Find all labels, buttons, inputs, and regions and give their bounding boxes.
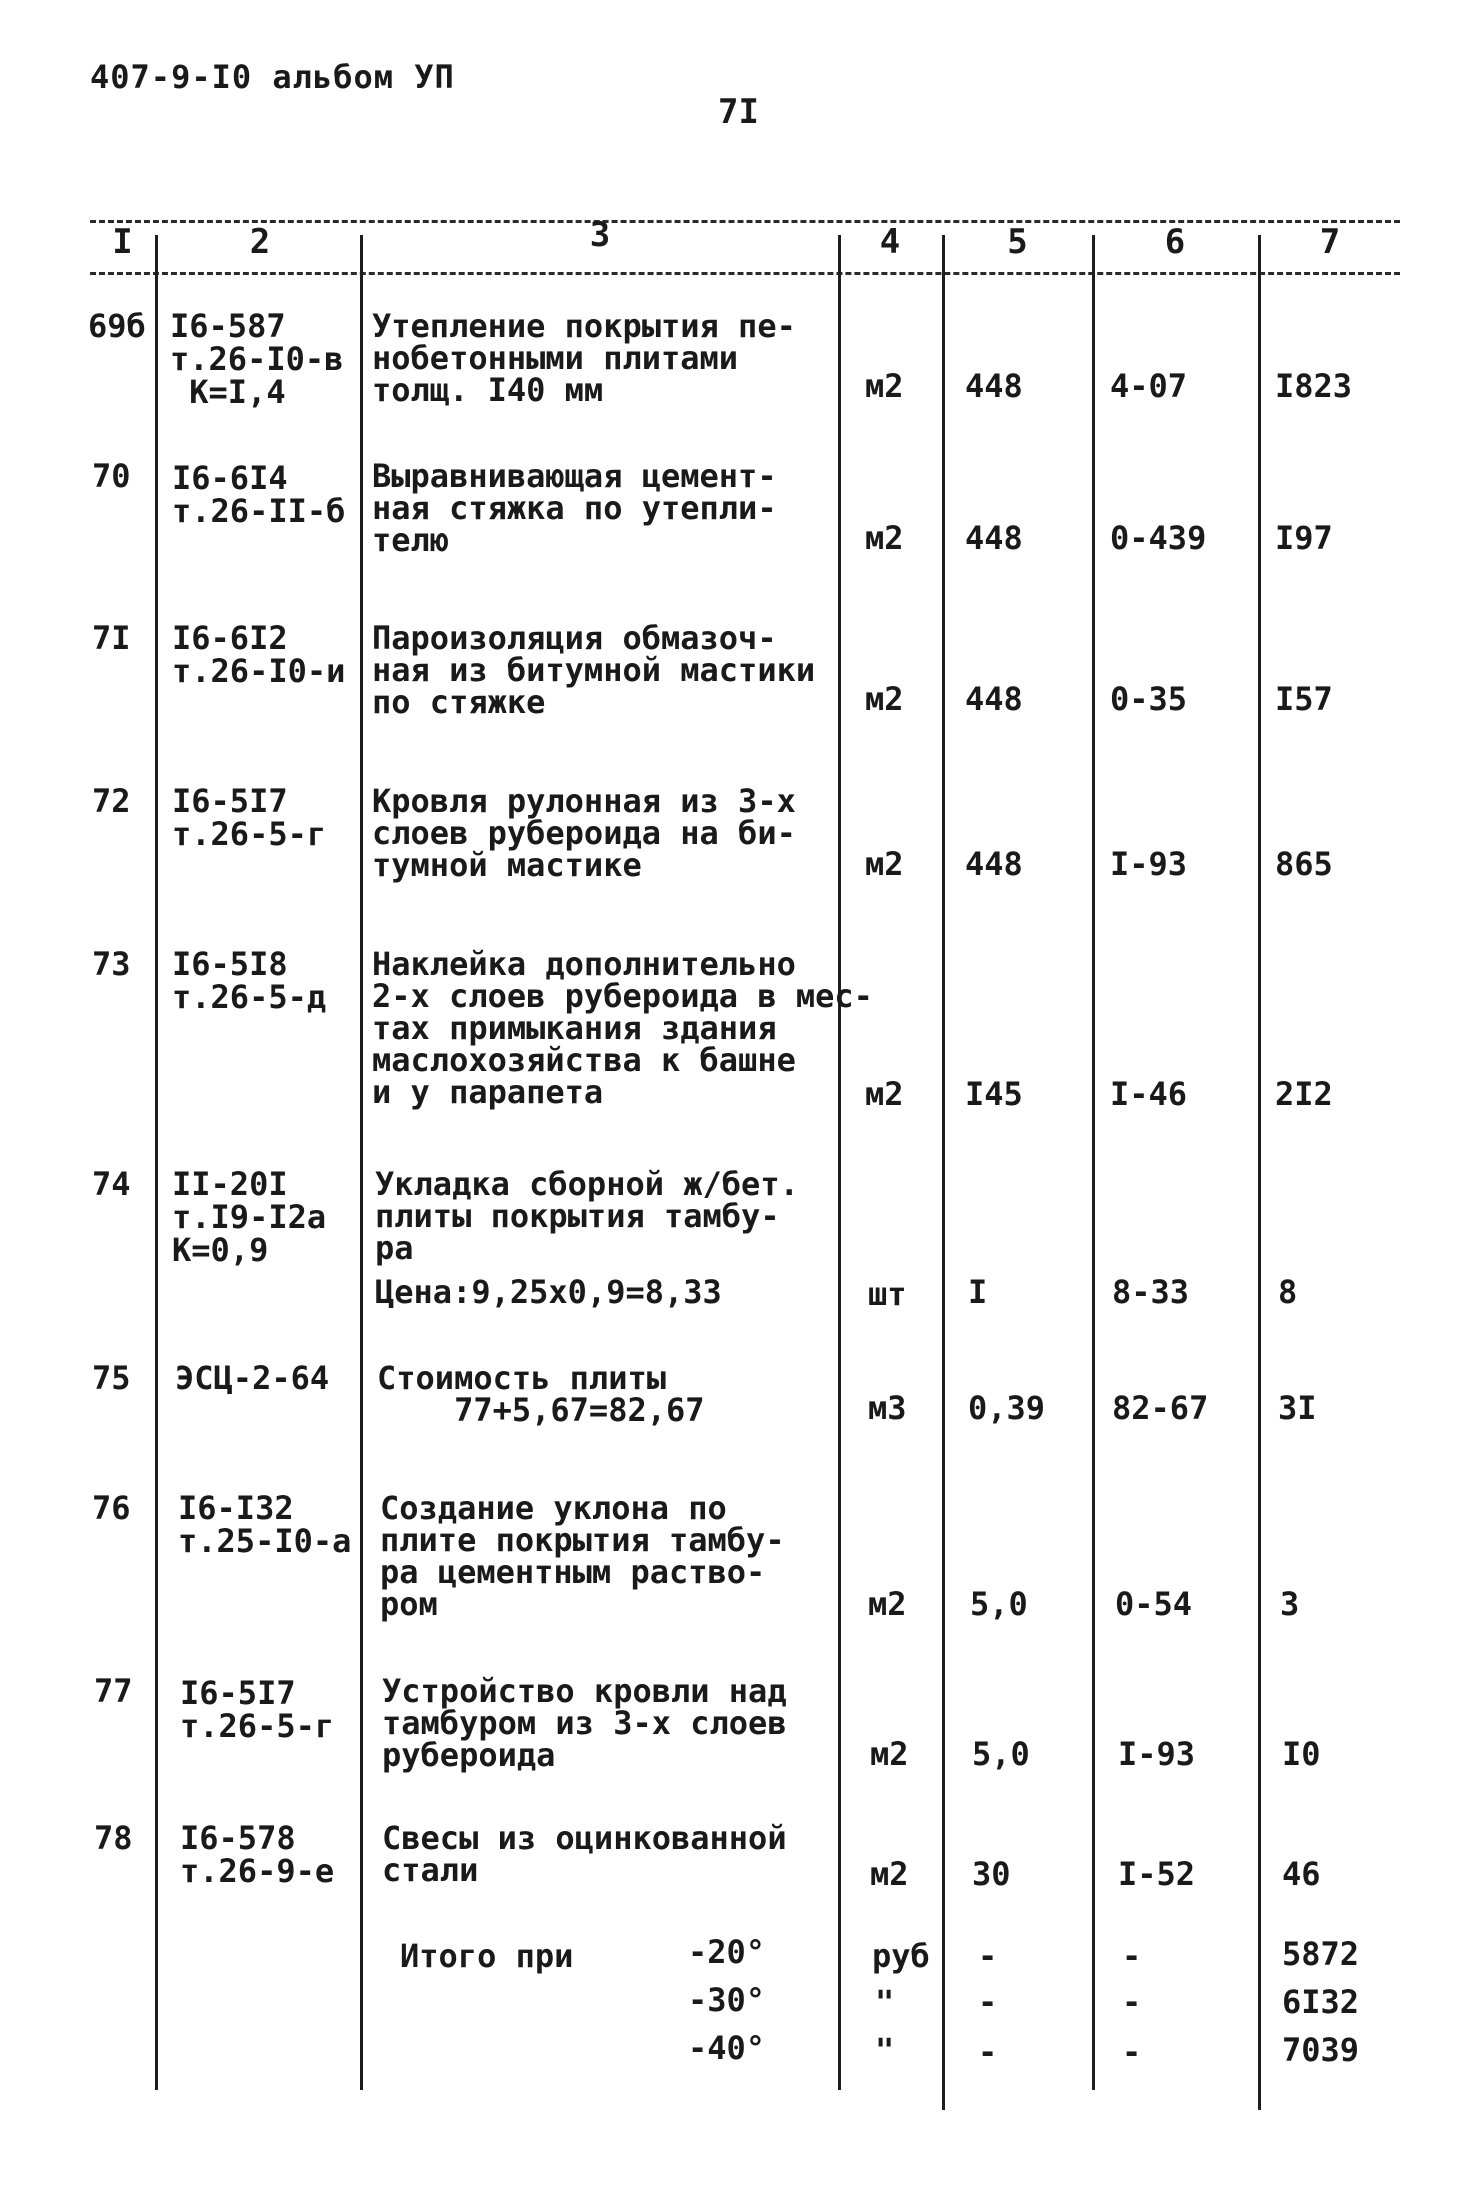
totals-unit-price: -: [1122, 1983, 1142, 2021]
unit-price: 0-35: [1110, 680, 1188, 718]
unit: м2: [865, 1075, 904, 1113]
unit-price: 82-67: [1112, 1389, 1209, 1427]
quantity: 448: [965, 367, 1023, 405]
totals-unit: руб: [872, 1937, 930, 1975]
unit-price: 0-439: [1110, 519, 1207, 557]
column-header-1: I: [112, 222, 133, 262]
quantity: 5,0: [970, 1585, 1028, 1623]
work-description: Кровля рулонная из 3-х слоев рубероида на би- тумной мастике: [372, 782, 796, 884]
row-number: 76: [92, 1489, 131, 1527]
unit: шт: [868, 1275, 907, 1313]
work-description: Утепление покрытия пе- нобетонными плитами толщ. I40 мм: [372, 307, 796, 409]
totals-quantity: -: [978, 1937, 998, 1975]
unit: м2: [870, 1855, 909, 1893]
totals-temperature: -20°: [688, 1933, 766, 1971]
document-code: 407-9-I0 альбом УП: [90, 58, 455, 96]
unit: м2: [865, 519, 904, 557]
price-calculation-note: Цена:9,25х0,9=8,33: [375, 1273, 722, 1311]
rate-code: I6-I32 т.25-I0-а: [178, 1489, 352, 1560]
unit: м2: [865, 367, 904, 405]
totals-label: Итого при: [400, 1937, 574, 1975]
work-description: Выравнивающая цемент- ная стяжка по утепли- телю: [372, 457, 777, 559]
quantity: I: [968, 1273, 988, 1311]
unit: м2: [865, 680, 904, 718]
rate-code: I6-6I2 т.26-I0-и: [172, 619, 346, 690]
quantity: 0,39: [968, 1389, 1046, 1427]
column-header-2: 2: [249, 222, 271, 262]
totals-cost: 7039: [1282, 2031, 1360, 2069]
row-number: 75: [92, 1359, 131, 1397]
row-number: 74: [92, 1165, 131, 1203]
unit-price: 4-07: [1110, 367, 1188, 405]
row-number: 70: [92, 457, 131, 495]
work-description: Стоимость плиты 77+5,67=82,67: [377, 1359, 705, 1429]
totals-unit: ": [875, 2031, 895, 2069]
column-header-5: 5: [1007, 222, 1028, 262]
totals-temperature: -30°: [688, 1981, 766, 2019]
row-number: 7I: [92, 619, 131, 657]
quantity: I45: [965, 1075, 1023, 1113]
row-number: 69б: [88, 307, 146, 345]
work-description: Наклейка дополнительно 2-х слоев рубероида в мес- тах примыкания здания маслохозяйства к башне и у парапета: [372, 945, 873, 1111]
totals-unit-price: -: [1122, 1937, 1142, 1975]
unit: м3: [868, 1389, 907, 1427]
column-divider-2: [360, 235, 363, 2090]
column-divider-6: [1258, 235, 1261, 2110]
rate-code: I6-5I7 т.26-5-г: [172, 782, 327, 853]
total-cost: I0: [1282, 1735, 1321, 1773]
total-cost: I57: [1275, 680, 1333, 718]
column-divider-1: [155, 235, 158, 2090]
total-cost: I97: [1275, 519, 1333, 557]
rate-code: I6-5I8 т.26-5-д: [172, 945, 327, 1016]
unit: м2: [865, 845, 904, 883]
row-number: 72: [92, 782, 131, 820]
work-description: Укладка сборной ж/бет. плиты покрытия тамбу- ра: [375, 1165, 799, 1267]
rate-code: I6-578 т.26-9-е: [180, 1819, 335, 1890]
unit: м2: [870, 1735, 909, 1773]
quantity: 30: [972, 1855, 1011, 1893]
rate-code: ЭСЦ-2-64: [175, 1359, 330, 1397]
quantity: 5,0: [972, 1735, 1030, 1773]
unit-price: I-93: [1110, 845, 1188, 883]
row-number: 77: [94, 1672, 133, 1710]
unit: м2: [868, 1585, 907, 1623]
rate-code: II-20I т.I9-I2а К=0,9: [172, 1165, 327, 1269]
totals-cost: 6I32: [1282, 1983, 1360, 2021]
quantity: 448: [965, 680, 1023, 718]
column-divider-3: [838, 235, 841, 2090]
rate-code: I6-587 т.26-I0-в К=I,4: [170, 307, 344, 411]
unit-price: I-52: [1118, 1855, 1196, 1893]
rate-code: I6-6I4 т.26-II-б: [172, 459, 346, 530]
column-divider-4: [942, 235, 945, 2110]
totals-quantity: -: [978, 1983, 998, 2021]
unit-price: 0-54: [1115, 1585, 1193, 1623]
total-cost: 8: [1278, 1273, 1298, 1311]
work-description: Свесы из оцинкованной стали: [382, 1819, 787, 1889]
totals-temperature: -40°: [688, 2029, 766, 2067]
total-cost: 3: [1280, 1585, 1300, 1623]
work-description: Создание уклона по плите покрытия тамбу- ра цементным раство- ром: [380, 1489, 785, 1623]
page-number: 7I: [718, 92, 759, 132]
row-number: 78: [94, 1819, 133, 1857]
row-number: 73: [92, 945, 131, 983]
totals-unit: ": [875, 1983, 895, 2021]
column-header-7: 7: [1319, 222, 1341, 262]
totals-cost: 5872: [1282, 1935, 1360, 1973]
column-header-4: 4: [879, 222, 901, 262]
total-cost: 46: [1282, 1855, 1321, 1893]
work-description: Устройство кровли над тамбуром из 3-х слоев рубероида: [382, 1672, 787, 1774]
total-cost: I823: [1275, 367, 1353, 405]
work-description: Пароизоляция обмазоч- ная из битумной мастики по стяжке: [372, 619, 816, 721]
quantity: 448: [965, 845, 1023, 883]
totals-unit-price: -: [1122, 2033, 1142, 2071]
totals-quantity: -: [978, 2033, 998, 2071]
total-cost: 3I: [1278, 1389, 1317, 1427]
quantity: 448: [965, 519, 1023, 557]
header-bottom-rule: [90, 272, 1400, 275]
column-divider-5: [1092, 235, 1095, 2090]
rate-code: I6-5I7 т.26-5-г: [180, 1674, 335, 1745]
unit-price: I-46: [1110, 1075, 1188, 1113]
column-header-3: 3: [589, 215, 611, 255]
total-cost: 2I2: [1275, 1075, 1333, 1113]
unit-price: 8-33: [1112, 1273, 1190, 1311]
column-header-6: 6: [1164, 222, 1186, 262]
unit-price: I-93: [1118, 1735, 1196, 1773]
total-cost: 865: [1275, 845, 1333, 883]
